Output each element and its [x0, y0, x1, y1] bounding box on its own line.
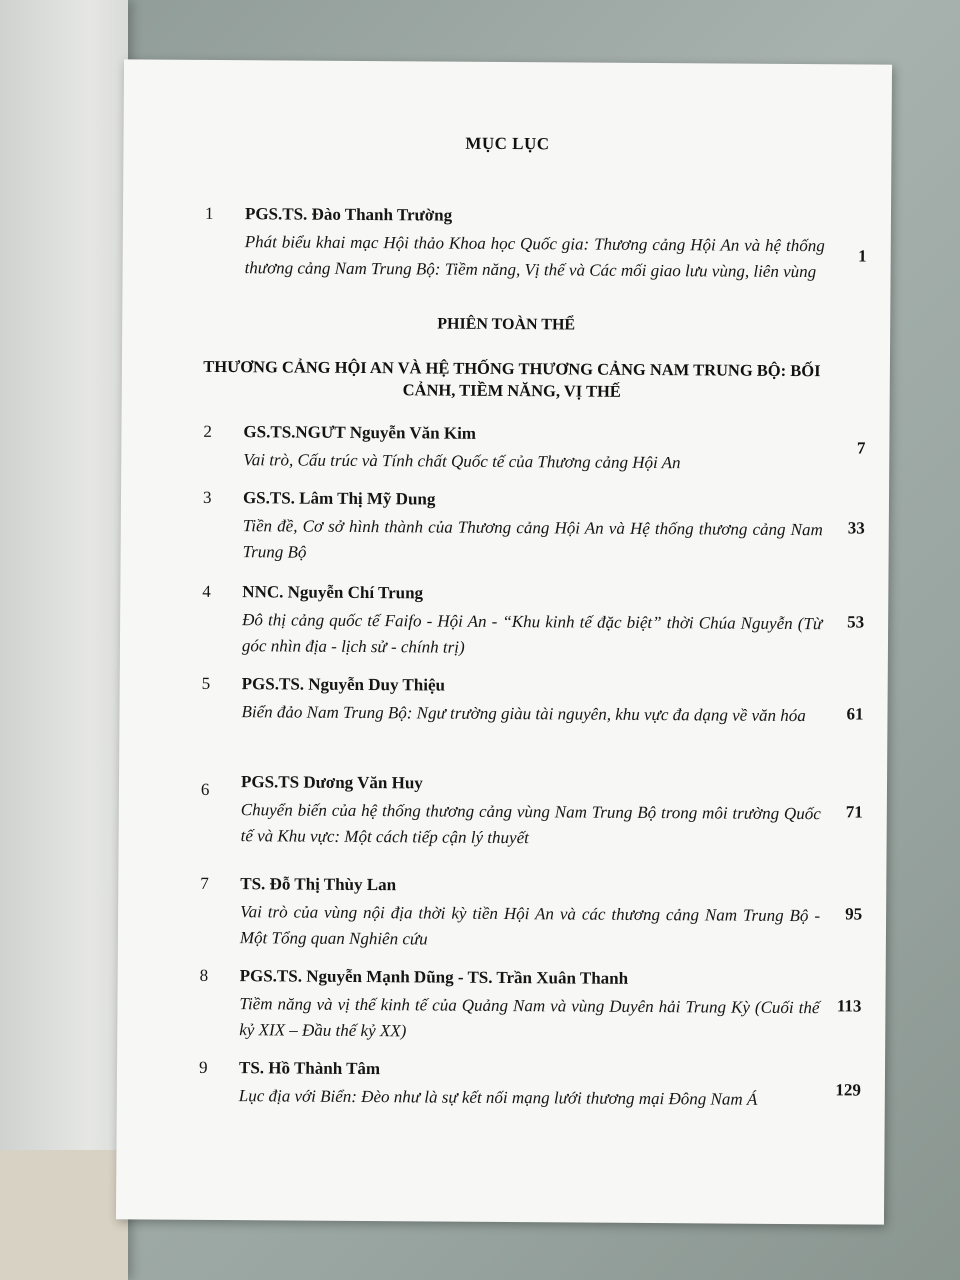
entry-title: Lục địa với Biển: Đèo như là sự kết nối mạng lưới thương mại Đông Nam Á: [238, 1086, 758, 1109]
left-page-edge: [0, 0, 128, 1280]
entry-number: 5: [201, 673, 211, 693]
session-heading: PHIÊN TOÀN THỂ: [437, 315, 576, 334]
entry-author: PGS.TS. Nguyễn Mạnh Dũng - TS. Trần Xuân Thanh: [239, 966, 629, 988]
toc-entry-4[interactable]: [120, 581, 888, 657]
entry-page-number: 33: [847, 518, 865, 538]
entry-author: TS. Hồ Thành Tâm: [238, 1058, 381, 1079]
toc-entry-8[interactable]: [118, 965, 886, 1041]
toc-entry-3[interactable]: [121, 487, 889, 562]
entry-number: 4: [202, 581, 211, 601]
toc-title: MỤC LỤC: [465, 133, 550, 154]
entry-author: PGS.TS. Đào Thanh Trường: [244, 204, 453, 225]
toc-entry-1[interactable]: [123, 203, 891, 282]
entry-number: 3: [202, 487, 212, 507]
entry-number: 2: [203, 421, 213, 441]
entry-title: Tiềm năng và vị thế kinh tế của Quảng Nam và vùng Duyên hải Trung Kỳ (Cuối thế kỷ XIX – Đầu thế kỷ XX): [239, 994, 820, 1041]
left-page-shadow: [0, 1150, 128, 1280]
toc-entry-2[interactable]: [122, 421, 890, 473]
entry-page-number: 61: [846, 704, 864, 724]
entry-page-number: 95: [845, 904, 863, 924]
entry-number: 1: [204, 203, 214, 223]
entry-author: GS.TS. Lâm Thị Mỹ Dung: [242, 488, 436, 509]
entry-author: NNC. Nguyễn Chí Trung: [242, 582, 424, 603]
entry-page-number: 113: [836, 996, 862, 1016]
toc-page: [116, 59, 892, 1224]
entry-number: 9: [198, 1057, 208, 1077]
entry-author: PGS.TS Dương Văn Huy: [240, 772, 423, 793]
entry-title: Chuyển biến của hệ thống thương cảng vùng Nam Trung Bộ trong môi trường Quốc tế và Khu vực: Một cách tiếp cận lý thuyết: [240, 800, 821, 848]
entry-author: TS. Đỗ Thị Thùy Lan: [240, 874, 397, 895]
entry-title: Biển đảo Nam Trung Bộ: Ngư trường giàu tài nguyên, khu vực đa dạng về văn hóa: [241, 702, 806, 726]
toc-entry-6[interactable]: [119, 771, 887, 848]
entry-page-number: 71: [845, 802, 863, 822]
entry-number: 6: [200, 779, 210, 799]
entry-page-number: 53: [847, 612, 865, 632]
entry-page-number: 1: [858, 246, 867, 266]
entry-author: GS.TS.NGƯT Nguyễn Văn Kim: [243, 422, 477, 443]
entry-title: Vai trò của vùng nội địa thời kỳ tiền Hội An và các thương cảng Nam Trung Bộ - Một Tổng quan Nghiên cứu: [239, 902, 821, 949]
session-subheading: THƯƠNG CẢNG HỘI AN VÀ HỆ THỐNG THƯƠNG CẢNG NAM TRUNG BỘ: BỐI CẢNH, TIỀM NĂNG, VỊ THẾ: [203, 356, 821, 401]
entry-title: Tiền đề, Cơ sở hình thành của Thương cảng Hội An và Hệ thống thương cảng Nam Trung Bộ: [242, 516, 823, 562]
entry-title: Đô thị cảng quốc tế Faifo - Hội An - “Khu kinh tế đặc biệt” thời Chúa Nguyễn (Từ góc nhìn địa - lịch sử - chính trị): [241, 610, 823, 657]
toc-entry-5[interactable]: [120, 673, 888, 726]
toc-entry-9[interactable]: [117, 1057, 885, 1109]
toc-entry-7[interactable]: [118, 873, 886, 949]
entry-number: 7: [200, 873, 209, 893]
entry-number: 8: [199, 965, 209, 985]
entry-author: PGS.TS. Nguyễn Duy Thiệu: [241, 674, 446, 695]
entry-page-number: 7: [856, 438, 866, 458]
entry-title: Vai trò, Cấu trúc và Tính chất Quốc tế của Thương cảng Hội An: [243, 450, 681, 473]
entry-page-number: 129: [835, 1080, 861, 1100]
entry-title: Phát biểu khai mạc Hội thảo Khoa học Quốc gia: Thương cảng Hội An và hệ thống thương cảng Nam Trung Bộ: Tiềm năng, Vị thế và Các mối giao lưu vùng, liên vùng: [244, 232, 825, 282]
